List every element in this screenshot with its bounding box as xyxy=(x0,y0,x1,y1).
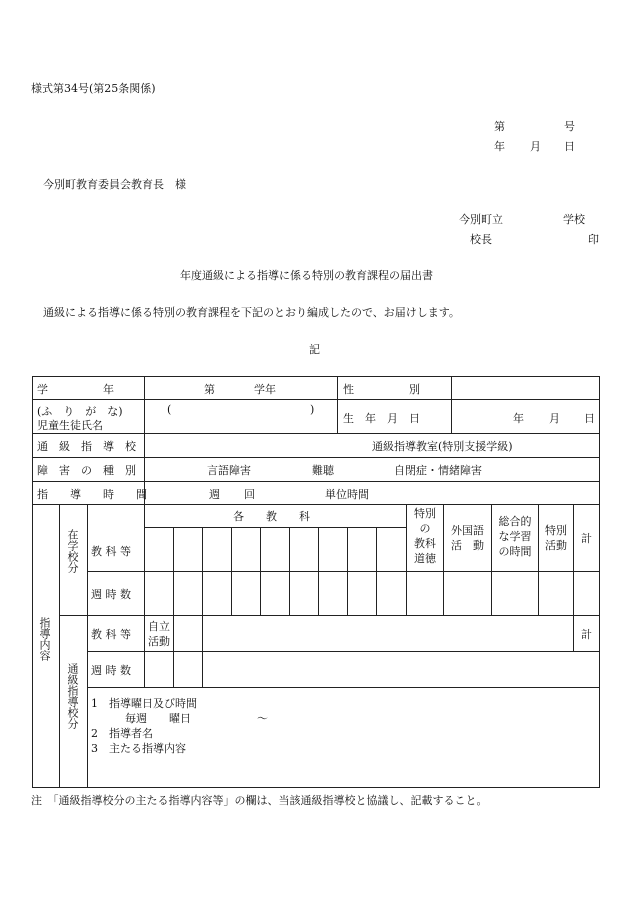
principal-label: 校長 xyxy=(470,233,492,246)
sogo-header: 総合的 な学習 の時間 xyxy=(498,515,532,558)
header-hi: 日 xyxy=(564,140,575,153)
kei-header-2: 計 xyxy=(581,628,592,641)
tsukyu-label: 通級指導校分 xyxy=(66,663,79,729)
disability-jiheisho: 自閉症・情緒障害 xyxy=(394,464,482,477)
grade-gakunen: 学年 xyxy=(254,383,276,396)
furigana-label: (ふ り が な) xyxy=(37,405,123,418)
paren-open: ( xyxy=(167,403,172,416)
name-label: 児童生徒氏名 xyxy=(37,419,103,432)
school-suffix: 学校 xyxy=(563,213,585,226)
time-shu: 週 xyxy=(209,488,220,501)
addressee: 今別町教育委員会教育長 様 xyxy=(43,178,186,191)
kamoku-header: 各 教 科 xyxy=(233,510,310,523)
note-2: 2 指導者名 xyxy=(91,727,153,740)
body-text: 通級による指導に係る特別の教育課程を下記のとおり編成したので、お届けします。 xyxy=(43,306,460,319)
kei-header-1: 計 xyxy=(581,532,592,545)
time-tani: 単位時間 xyxy=(325,488,369,501)
document-title: 年度通級による指導に係る特別の教育課程の届出書 xyxy=(180,269,433,282)
note-1: 1 指導曜日及び時間 xyxy=(91,697,197,710)
birth-nen: 年 xyxy=(513,412,524,425)
header-tsuki: 月 xyxy=(530,140,541,153)
course-table xyxy=(32,376,600,788)
footnote: 注 「通級指導校分の主たる指導内容等」の欄は、当該通級指導校と協議し、記載すること。 xyxy=(31,794,488,807)
grade-dai: 第 xyxy=(204,383,215,396)
school-value: 通級指導教室(特別支援学級) xyxy=(372,440,513,453)
birth-tsuki: 月 xyxy=(549,412,560,425)
disability-label: 障 害 の 種 別 xyxy=(37,464,136,477)
header-go: 号 xyxy=(564,120,575,133)
header-dai: 第 xyxy=(494,120,505,133)
tokubetsu-doutoku-header: 特別 の 教科 道徳 xyxy=(414,507,436,565)
form-number: 様式第34号(第25条関係) xyxy=(31,82,156,95)
kyoka-tou-2: 教 科 等 xyxy=(91,628,131,641)
note-3: 3 主たる指導内容 xyxy=(91,742,186,755)
shido-naiyo-label: 指導内容 xyxy=(38,617,51,661)
school-label: 通 級 指 導 校 xyxy=(37,440,136,453)
note-1-detail: 毎週 曜日 〜 xyxy=(125,712,268,725)
seal-label: 印 xyxy=(588,233,599,246)
paren-close: ) xyxy=(310,403,315,416)
birth-hi: 日 xyxy=(584,412,595,425)
kyoka-tou-1: 教 科 等 xyxy=(91,545,131,558)
birth-label: 生 年 月 日 xyxy=(343,412,420,425)
shu-jisu-2: 週 時 数 xyxy=(91,664,131,677)
school-prefix: 今別町立 xyxy=(459,213,503,226)
disability-nanchou: 難聴 xyxy=(312,464,334,477)
ki-label: 記 xyxy=(309,343,320,356)
jiritsu-katsudo: 自立 活動 xyxy=(148,620,170,648)
header-nen: 年 xyxy=(494,140,505,153)
sex-label: 性 別 xyxy=(343,383,420,396)
grade-label: 学 年 xyxy=(37,383,114,396)
shu-jisu-1: 週 時 数 xyxy=(91,588,131,601)
disability-gengo: 言語障害 xyxy=(207,464,251,477)
time-label: 指 導 時 間 xyxy=(37,488,147,501)
time-kai: 回 xyxy=(244,488,255,501)
tokubetsu-katsudo-header: 特別 活動 xyxy=(545,524,567,552)
gaikokugo-header: 外国語 活 動 xyxy=(451,524,484,552)
zaigakko-label: 在学校分 xyxy=(66,529,79,573)
